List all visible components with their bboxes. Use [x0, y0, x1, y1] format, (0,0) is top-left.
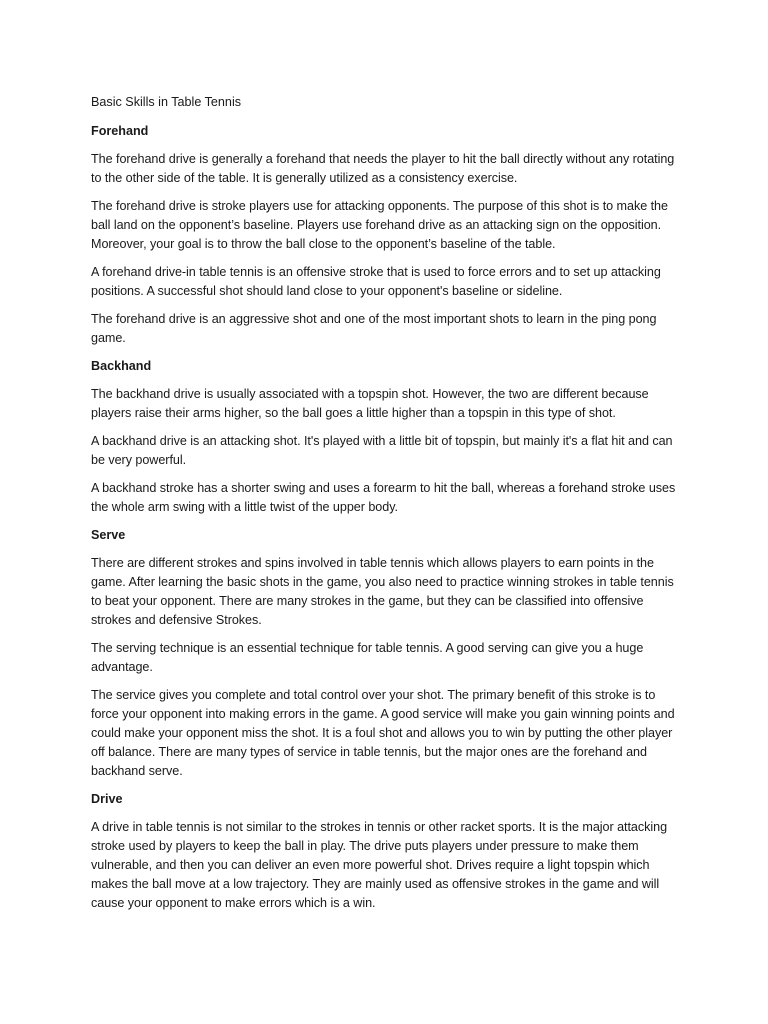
paragraph: The service gives you complete and total control over your shot. The primary benefit of this stroke is to force your opponent into making errors in the game. A good service will make you gain winning points and could make your opponent miss the shot. It is a foul shot and allows you to win by putting the other player off balance. There are many types of service in table tennis, but the major ones are the forehand and backhand serve. [91, 688, 675, 778]
paragraph: A drive in table tennis is not similar to the strokes in tennis or other racket sports. It is the major attacking stroke used by players to keep the ball in play. The drive puts players under pressure to make them vulnerable, and then you can deliver an even more powerful shot. Drives require a light topspin which makes the ball move at a low trajectory. They are mainly used as offensive strokes in the game and will cause your opponent to make errors which is a win. [91, 820, 668, 910]
paragraph: The backhand drive is usually associated with a topspin shot. However, the two are different because players raise their arms higher, so the ball goes a little higher than a topspin in this type of shot. [91, 387, 649, 420]
section-serve [91, 526, 680, 781]
paragraph: There are different strokes and spins involved in table tennis which allows players to earn points in the game. After learning the basic shots in the game, you also need to practice winning strokes in table tennis to beat your opponent. There are many strokes in the game, but they can be classified into offensive strokes and defensive Strokes. [91, 556, 674, 627]
paragraph: The forehand drive is generally a forehand that needs the player to hit the ball directly without any rotating to the other side of the table. It is generally utilized as a consistency exercise. [91, 152, 675, 185]
section-drive [91, 790, 680, 913]
section-backhand [91, 357, 680, 517]
section-heading-forehand: Forehand [91, 124, 149, 138]
paragraph: A forehand drive-in table tennis is an offensive stroke that is used to force errors and to set up attacking positions. A successful shot should land close to your opponent's baseline or sideline. [91, 265, 661, 298]
paragraph: The forehand drive is an aggressive shot and one of the most important shots to learn in the ping pong game. [91, 312, 657, 345]
document-title: Basic Skills in Table Tennis [91, 95, 242, 109]
section-forehand [91, 122, 680, 348]
section-heading-serve: Serve [91, 528, 126, 542]
paragraph: A backhand stroke has a shorter swing and uses a forearm to hit the ball, whereas a forehand stroke uses the whole arm swing with a little twist of the upper body. [91, 481, 676, 514]
section-heading-backhand: Backhand [91, 359, 152, 373]
section-heading-drive: Drive [91, 792, 123, 806]
paragraph: The serving technique is an essential technique for table tennis. A good serving can give you a huge advantage. [91, 641, 644, 674]
paragraph: The forehand drive is stroke players use for attacking opponents. The purpose of this shot is to make the ball land on the opponent’s baseline. Players use forehand drive as an attacking sign on the opposition. Moreover, your goal is to throw the ball close to the opponent’s baseline of the table. [91, 199, 668, 251]
paragraph: A backhand drive is an attacking shot. It's played with a little bit of topspin, but mainly it's a flat hit and can be very powerful. [91, 434, 673, 467]
